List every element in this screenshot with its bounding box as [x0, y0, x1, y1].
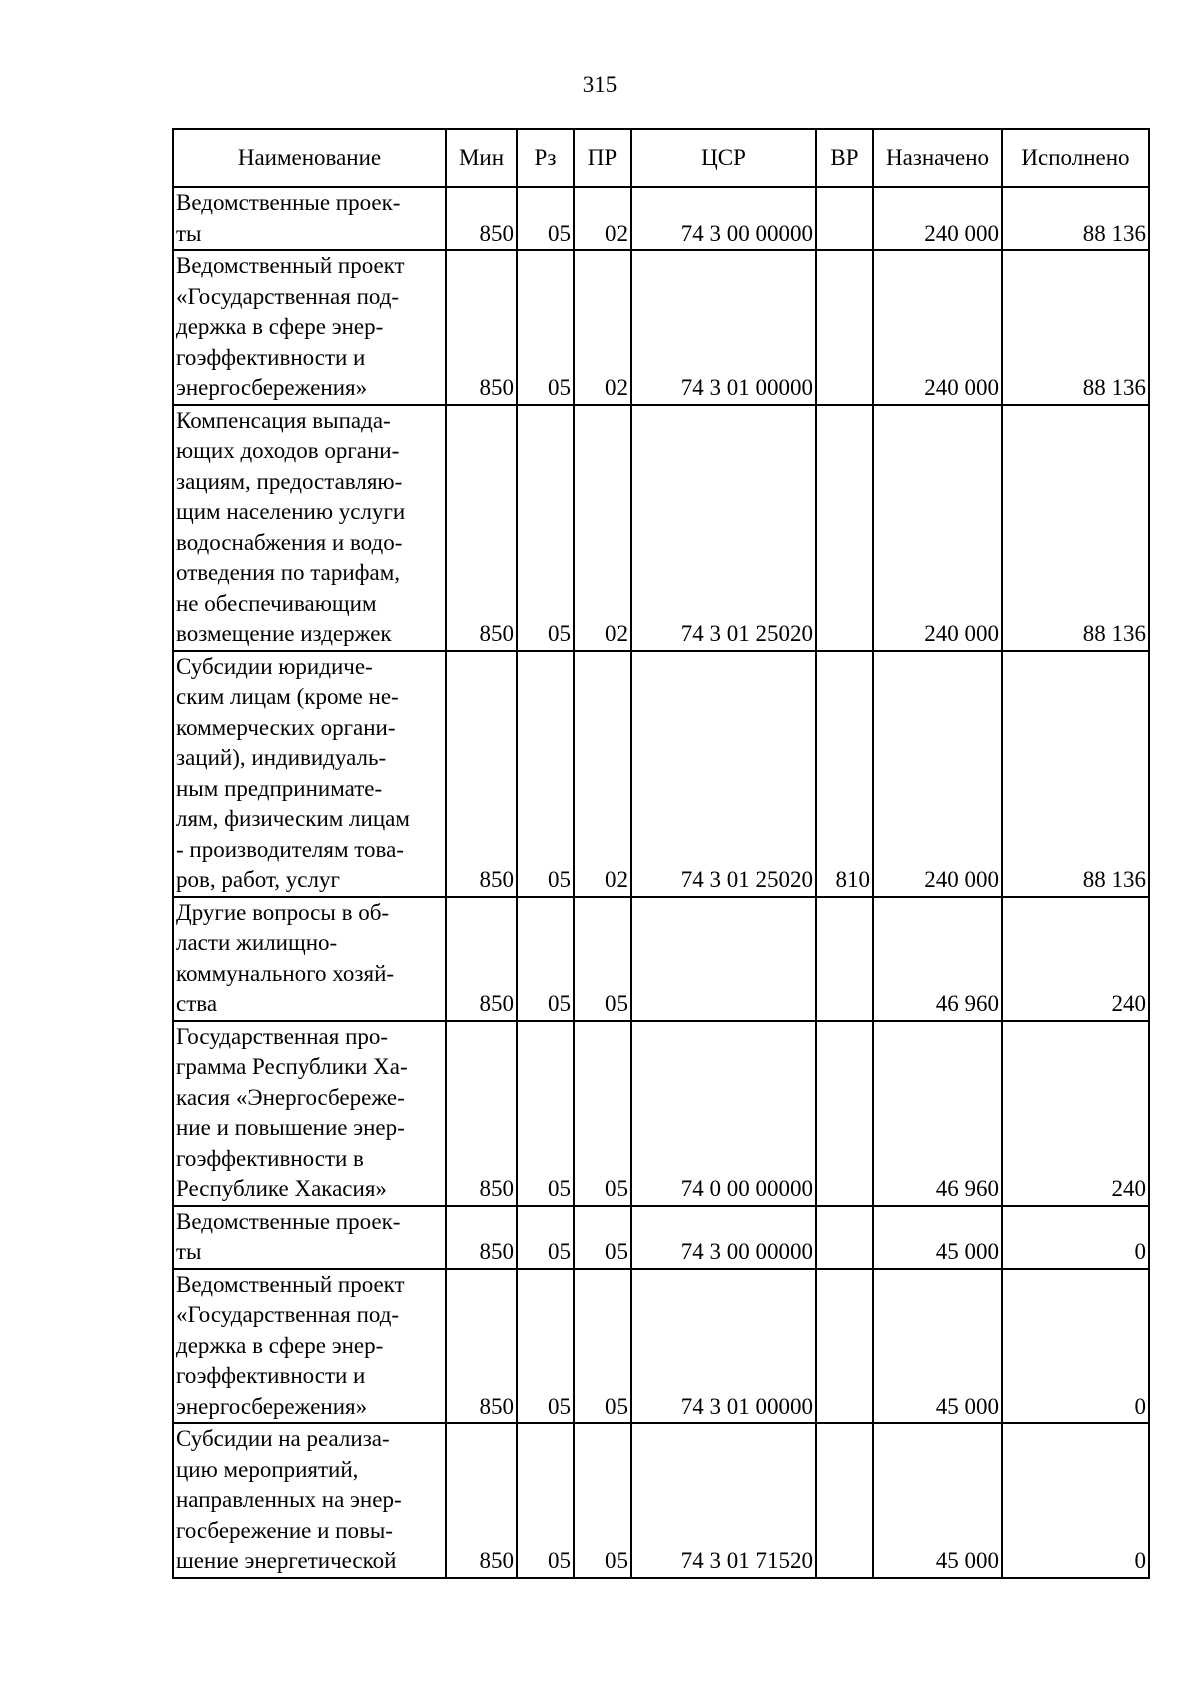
cell-rz: 05 — [517, 1206, 574, 1269]
cell-name-line: госбережение и повы- — [176, 1517, 393, 1543]
cell-rz: 05 — [517, 405, 574, 651]
cell-executed: 88 136 — [1002, 405, 1149, 651]
header-row — [173, 129, 1149, 187]
cell-csr: 74 0 00 00000 — [631, 1021, 816, 1206]
cell-vr — [816, 1021, 873, 1206]
table-row — [173, 187, 1149, 250]
cell-name-line: энергосбережения» — [176, 1393, 368, 1419]
cell-name-line: энергосбережения» — [176, 375, 368, 400]
cell-name-line: ным предпринимате- — [176, 775, 383, 801]
cell-executed: 240 — [1002, 1021, 1149, 1206]
cell-csr — [631, 897, 816, 1021]
cell-assigned: 46 960 — [873, 1021, 1002, 1206]
cell-assigned: 45 000 — [873, 1269, 1002, 1424]
cell-min: 850 — [446, 651, 517, 897]
cell-name-line: ласти жилищно- — [176, 930, 338, 955]
cell-rz: 05 — [517, 187, 574, 250]
cell-name-line: ским лицам (кроме не- — [176, 684, 399, 709]
cell-min: 850 — [446, 1206, 517, 1269]
cell-assigned: 240 000 — [873, 250, 1002, 405]
cell-rz: 05 — [517, 250, 574, 405]
cell-vr — [816, 1269, 873, 1424]
cell-assigned: 240 000 — [873, 187, 1002, 250]
table-row — [173, 1206, 1149, 1269]
cell-assigned: 240 000 — [873, 651, 1002, 897]
cell-name — [173, 1021, 446, 1206]
cell-name — [173, 187, 446, 250]
cell-rz: 05 — [517, 1269, 574, 1424]
cell-name-line: цию мероприятий, — [176, 1456, 359, 1482]
cell-name-line: отведения по тарифам, — [176, 560, 401, 585]
cell-vr — [816, 1423, 873, 1578]
cell-executed: 88 136 — [1002, 250, 1149, 405]
cell-name-line: Ведомственный проект — [176, 1271, 405, 1297]
cell-min: 850 — [446, 1269, 517, 1424]
cell-assigned: 240 000 — [873, 405, 1002, 651]
cell-name-line: лям, физическим лицам — [176, 806, 410, 831]
header-rz: Рз — [517, 129, 574, 187]
cell-csr: 74 3 00 00000 — [631, 1206, 816, 1269]
cell-name-line: грамма Республики Ха- — [176, 1054, 408, 1079]
cell-name-line: ты — [176, 220, 202, 246]
cell-name-line: коммунального хозяй- — [176, 960, 395, 986]
cell-assigned: 46 960 — [873, 897, 1002, 1021]
cell-name-line: «Государственная под- — [176, 1302, 400, 1327]
cell-executed: 0 — [1002, 1423, 1149, 1578]
cell-min: 850 — [446, 897, 517, 1021]
cell-pr: 02 — [574, 250, 631, 405]
cell-name-line: возмещение издержек — [176, 621, 392, 646]
header-vr: ВР — [816, 129, 873, 187]
cell-name-line: зациям, предоставляю- — [176, 468, 403, 494]
page-number: 315 — [582, 72, 618, 97]
cell-csr: 74 3 01 00000 — [631, 1269, 816, 1424]
cell-name — [173, 250, 446, 405]
cell-name-line: направленных на энер- — [176, 1487, 402, 1512]
cell-name-line: Ведомственные проек- — [176, 1208, 401, 1234]
cell-min: 850 — [446, 1423, 517, 1578]
cell-name-line: держка в сфере энер- — [176, 1332, 384, 1358]
cell-name-line: Субсидии на реализа- — [176, 1426, 390, 1451]
header-executed: Исполнено — [1002, 129, 1149, 187]
cell-rz: 05 — [517, 897, 574, 1021]
cell-name-line: гоэффективности и — [176, 344, 366, 370]
cell-name-line: касия «Энергосбереже- — [176, 1084, 405, 1110]
table-row — [173, 1423, 1149, 1578]
table-row — [173, 250, 1149, 405]
table-row — [173, 897, 1149, 1021]
cell-vr — [816, 405, 873, 651]
header-pr: ПР — [574, 129, 631, 187]
cell-csr: 74 3 01 00000 — [631, 250, 816, 405]
cell-vr — [816, 187, 873, 250]
cell-executed: 0 — [1002, 1269, 1149, 1424]
cell-name-line: Компенсация выпада- — [176, 407, 391, 433]
cell-vr — [816, 250, 873, 405]
table-body — [173, 187, 1149, 1578]
cell-name-line: заций), индивидуаль- — [176, 745, 387, 770]
cell-name-line: ров, работ, услуг — [176, 867, 340, 892]
cell-csr: 74 3 01 25020 — [631, 651, 816, 897]
cell-name — [173, 1423, 446, 1578]
cell-name-line: Другие вопросы в об- — [176, 899, 390, 925]
budget-table — [172, 128, 1150, 1579]
table-row — [173, 405, 1149, 651]
cell-name-line: Республике Хакасия» — [176, 1176, 387, 1201]
cell-executed: 240 — [1002, 897, 1149, 1021]
cell-name-line: гоэффективности и — [176, 1363, 366, 1388]
cell-name-line: Ведомственные проек- — [176, 190, 401, 215]
cell-pr: 02 — [574, 187, 631, 250]
cell-pr: 02 — [574, 405, 631, 651]
cell-name-line: ние и повышение энер- — [176, 1115, 405, 1140]
cell-name-line: держка в сфере энер- — [176, 314, 384, 339]
cell-executed: 88 136 — [1002, 187, 1149, 250]
cell-name-line: - производителям това- — [176, 836, 404, 862]
cell-min: 850 — [446, 1021, 517, 1206]
cell-name — [173, 1269, 446, 1424]
cell-name-line: шение энергетической — [176, 1548, 397, 1573]
cell-pr: 05 — [574, 1269, 631, 1424]
cell-name-line: гоэффективности в — [176, 1145, 364, 1171]
cell-name-line: Субсидии юридиче- — [176, 653, 373, 679]
cell-pr: 05 — [574, 897, 631, 1021]
cell-min: 850 — [446, 405, 517, 651]
cell-name-line: ства — [176, 991, 218, 1016]
cell-csr: 74 3 01 25020 — [631, 405, 816, 651]
header-assigned: Назначено — [873, 129, 1002, 187]
cell-min: 850 — [446, 187, 517, 250]
table-row — [173, 1269, 1149, 1424]
cell-executed: 88 136 — [1002, 651, 1149, 897]
cell-name-line: Государственная про- — [176, 1023, 389, 1049]
cell-vr — [816, 897, 873, 1021]
cell-pr: 05 — [574, 1423, 631, 1578]
cell-min: 850 — [446, 250, 517, 405]
cell-pr: 05 — [574, 1206, 631, 1269]
cell-name-line: коммерческих органи- — [176, 714, 396, 740]
cell-name-line: ющих доходов органи- — [176, 438, 400, 463]
header-name: Наименование — [173, 129, 446, 187]
table-row — [173, 1021, 1149, 1206]
table-row — [173, 651, 1149, 897]
cell-name-line: щим населению услуги — [176, 499, 406, 524]
header-min: Мин — [446, 129, 517, 187]
cell-name-line: не обеспечивающим — [176, 590, 377, 616]
header-csr: ЦСР — [631, 129, 816, 187]
cell-name-line: водоснабжения и водо- — [176, 529, 403, 555]
cell-name — [173, 897, 446, 1021]
cell-assigned: 45 000 — [873, 1206, 1002, 1269]
cell-name-line: ты — [176, 1239, 202, 1264]
cell-pr: 02 — [574, 651, 631, 897]
cell-assigned: 45 000 — [873, 1423, 1002, 1578]
cell-rz: 05 — [517, 651, 574, 897]
cell-pr: 05 — [574, 1021, 631, 1206]
cell-name — [173, 405, 446, 651]
cell-csr: 74 3 01 71520 — [631, 1423, 816, 1578]
cell-csr: 74 3 00 00000 — [631, 187, 816, 250]
cell-executed: 0 — [1002, 1206, 1149, 1269]
cell-vr: 810 — [816, 651, 873, 897]
cell-rz: 05 — [517, 1021, 574, 1206]
cell-name — [173, 651, 446, 897]
cell-name-line: Ведомственный проект — [176, 253, 405, 278]
cell-name — [173, 1206, 446, 1269]
cell-rz: 05 — [517, 1423, 574, 1578]
cell-name-line: «Государственная под- — [176, 283, 400, 309]
cell-vr — [816, 1206, 873, 1269]
